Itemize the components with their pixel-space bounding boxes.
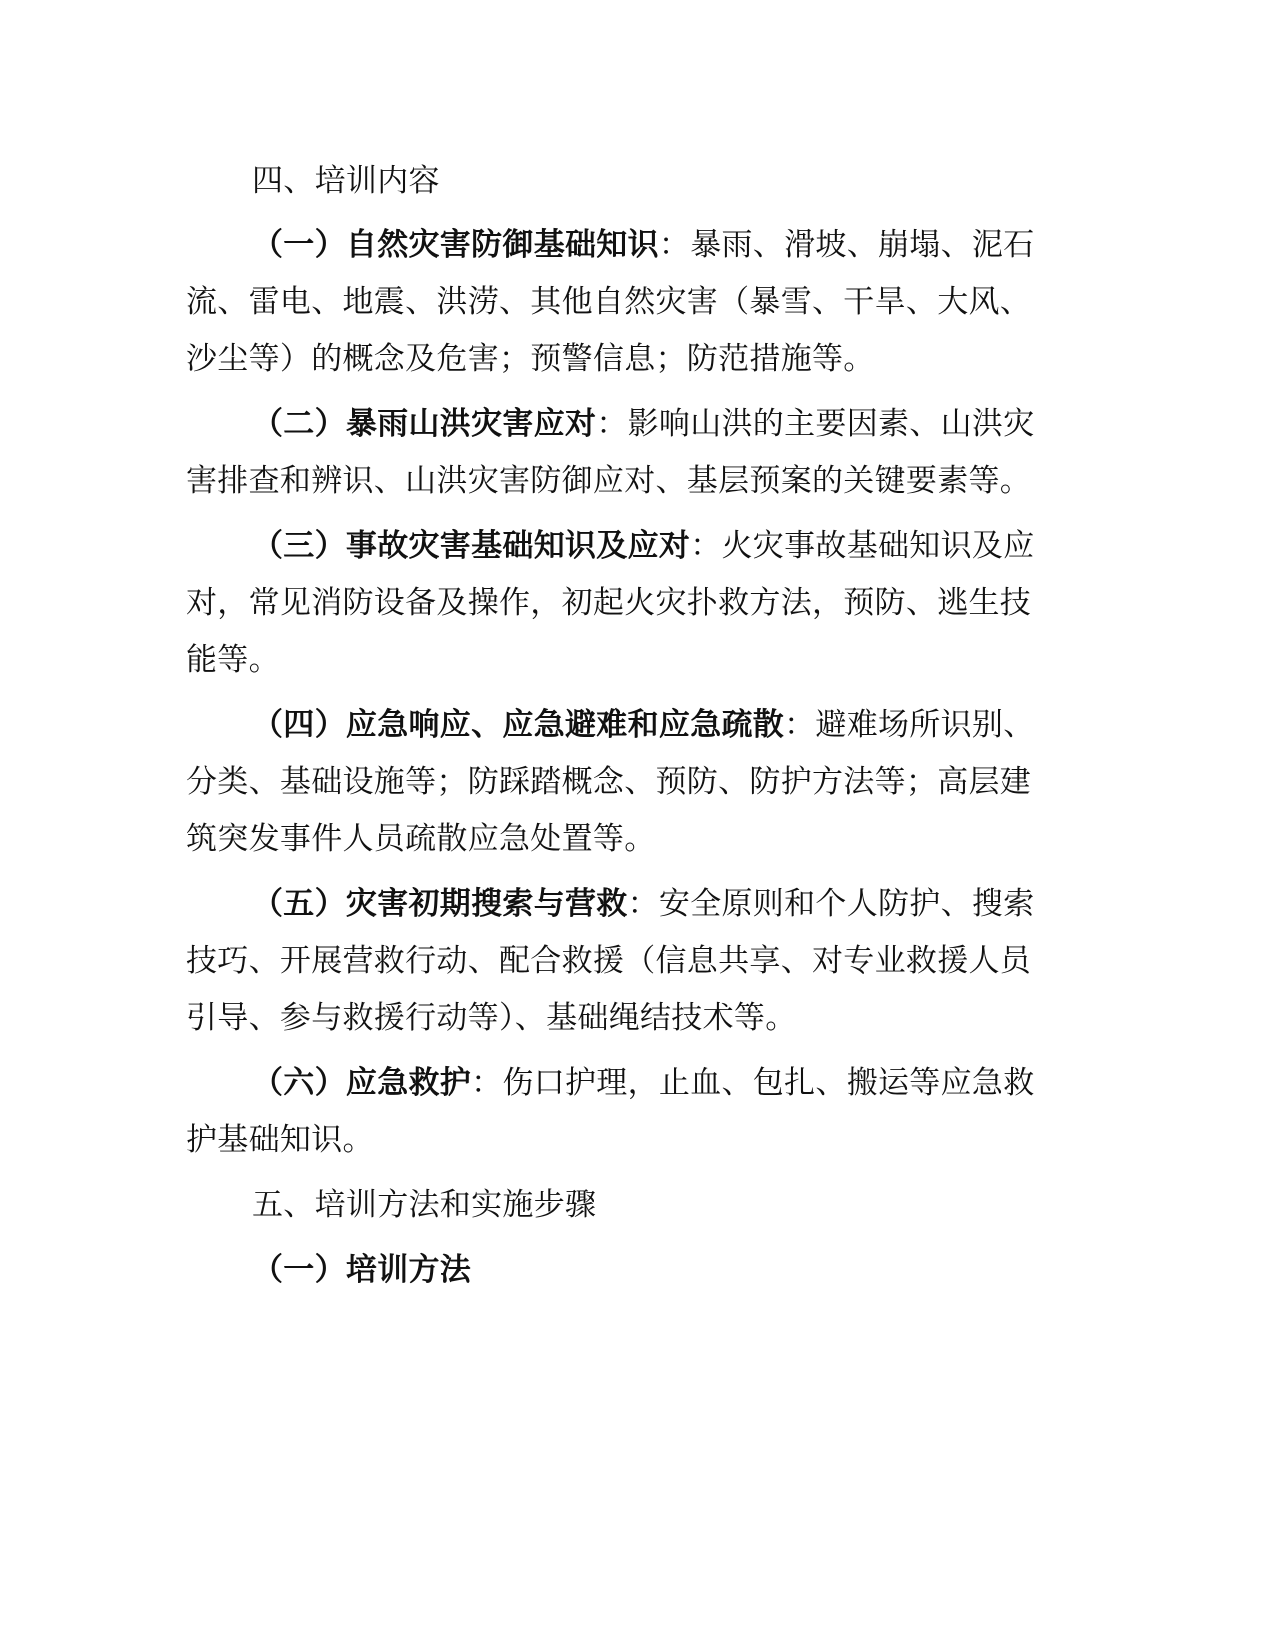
item-3-label: （三）事故灾害基础知识及应对: [252, 528, 691, 564]
item-5-label: （五）灾害初期搜索与营救: [252, 886, 628, 922]
item-1-label: （一）自然灾害防御基础知识: [252, 227, 659, 263]
item-6-text: ：伤口护理，止血、包扎、搬运等应急救: [471, 1065, 1035, 1101]
item-6-label: （六）应急救护: [252, 1065, 472, 1101]
item-2-label: （二）暴雨山洪灾害应对: [252, 406, 597, 442]
item-2-text: ：影响山洪的主要因素、山洪灾: [596, 406, 1035, 442]
item-4-line-2: 分类、基础设施等；防踩踏概念、预防、防护方法等；高层建: [186, 764, 1032, 800]
item-3-text: ：火灾事故基础知识及应: [690, 528, 1035, 564]
item-3-line-1: [252, 526, 1086, 566]
section-heading: 四、培训内容: [252, 163, 440, 199]
item-1-line-1: [252, 225, 1086, 265]
item-4-text: ：避难场所识别、: [784, 707, 1035, 743]
item-1-line-3: 沙尘等）的概念及危害；预警信息；防范措施等。: [186, 341, 875, 377]
item-5-line-3: 引导、参与救援行动等）、基础绳结技术等。: [186, 1000, 797, 1036]
item-5-text: ：安全原则和个人防护、搜索: [627, 886, 1035, 922]
item-6-line-2: 护基础知识。: [186, 1122, 374, 1158]
item-3-line-3: 能等。: [186, 642, 280, 678]
item-1-text: ：暴雨、滑坡、崩塌、泥石: [658, 227, 1035, 263]
item-2-line-1: [252, 404, 1086, 444]
item-4-label: （四）应急响应、应急避难和应急疏散: [252, 707, 785, 743]
item-3-line-2: 对，常见消防设备及操作，初起火灾扑救方法，预防、逃生技: [186, 585, 1032, 621]
item-5-line-1: [252, 884, 1086, 924]
item-6-line-1: [252, 1063, 1086, 1103]
item-4-line-3: 筑突发事件人员疏散应急处置等。: [186, 821, 656, 857]
item-2-line-2: 害排查和辨识、山洪灾害防御应对、基层预案的关键要素等。: [186, 463, 1032, 499]
item-1-line-2: 流、雷电、地震、洪涝、其他自然灾害（暴雪、干旱、大风、: [186, 284, 1032, 320]
subsection-heading: （一）培训方法: [252, 1252, 472, 1288]
item-5-line-2: 技巧、开展营救行动、配合救援（信息共享、对专业救援人员: [186, 943, 1032, 979]
section-heading: 五、培训方法和实施步骤: [252, 1187, 597, 1223]
item-4-line-1: [252, 705, 1086, 745]
